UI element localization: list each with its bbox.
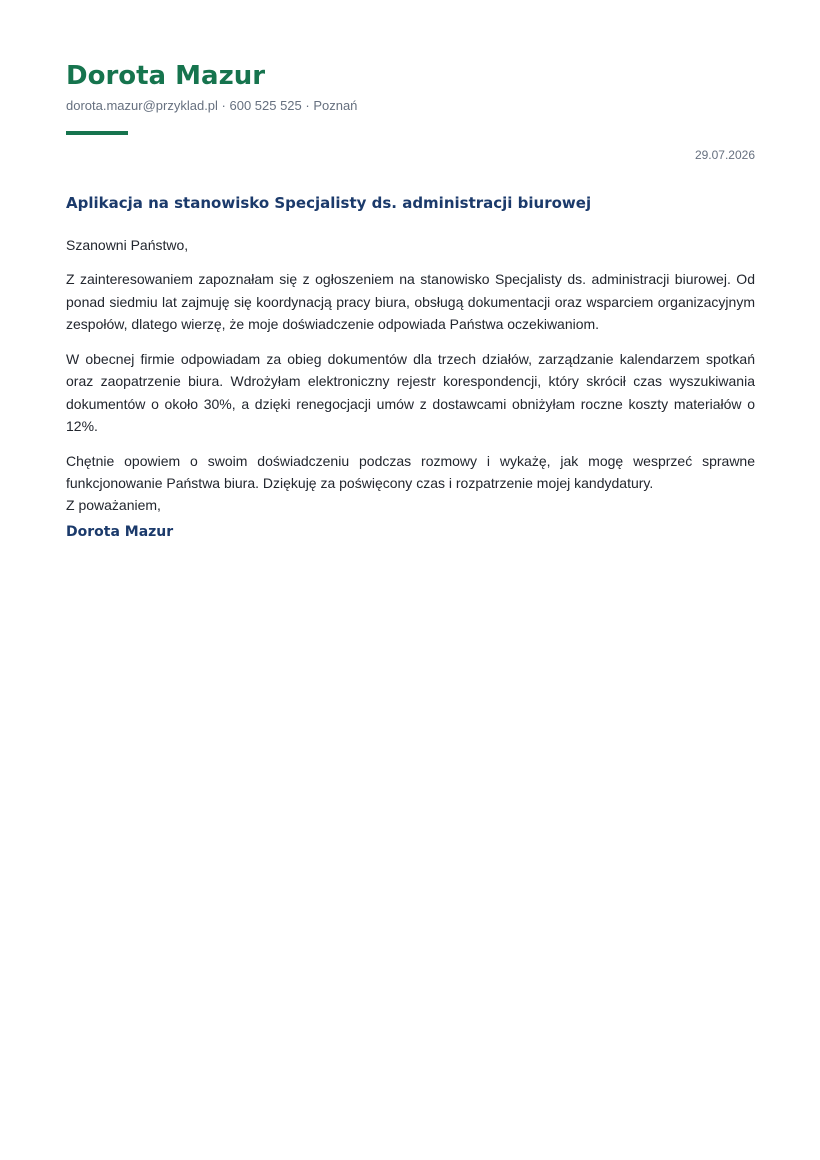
letter-subject: Aplikacja na stanowisko Specjalisty ds. administracji biurowej — [66, 194, 592, 212]
signature-name: Dorota Mazur — [66, 524, 174, 540]
letter-body — [66, 268, 755, 507]
body-paragraph-1: Z zainteresowaniem zapoznałam się z ogłoszeniem na stanowisko Specjalisty ds. administracji biurowej. Od ponad siedmiu lat zajmuję się koordynacją pracy biura, obsługą dokumentacji oraz wsparciem organizacyjnym zespołów, dlatego wierzę, że moje doświadczenie odpowiada Państwa oczekiwaniom. — [66, 271, 755, 332]
accent-divider — [66, 131, 128, 135]
contact-line: dorota.mazur@przyklad.pl · 600 525 525 · Poznań — [66, 98, 358, 113]
letter-date: 29.07.2026 — [694, 148, 755, 162]
applicant-name: Dorota Mazur — [66, 61, 266, 91]
body-paragraph-2: W obecnej firmie odpowiadam za obieg dokumentów dla trzech działów, zarządzanie kalendarzem spotkań oraz zaopatrzenie biura. Wdrożyłam elektroniczny rejestr korespondencji, który skrócił czas wyszukiwania dokumentów o około 30%, a dzięki renegocjacji umów z dostawcami obniżyłam roczne koszty materiałów o 12%. — [66, 350, 755, 434]
closing-phrase: Z poważaniem, — [66, 497, 161, 513]
salutation: Szanowni Państwo, — [66, 237, 189, 253]
body-paragraph-3: Chętnie opowiem o swoim doświadczeniu podczas rozmowy i wykażę, jak mogę wesprzeć sprawne funkcjonowanie Państwa biura. Dziękuję za poświęcony czas i rozpatrzenie mojej kandydatury. — [66, 452, 755, 491]
